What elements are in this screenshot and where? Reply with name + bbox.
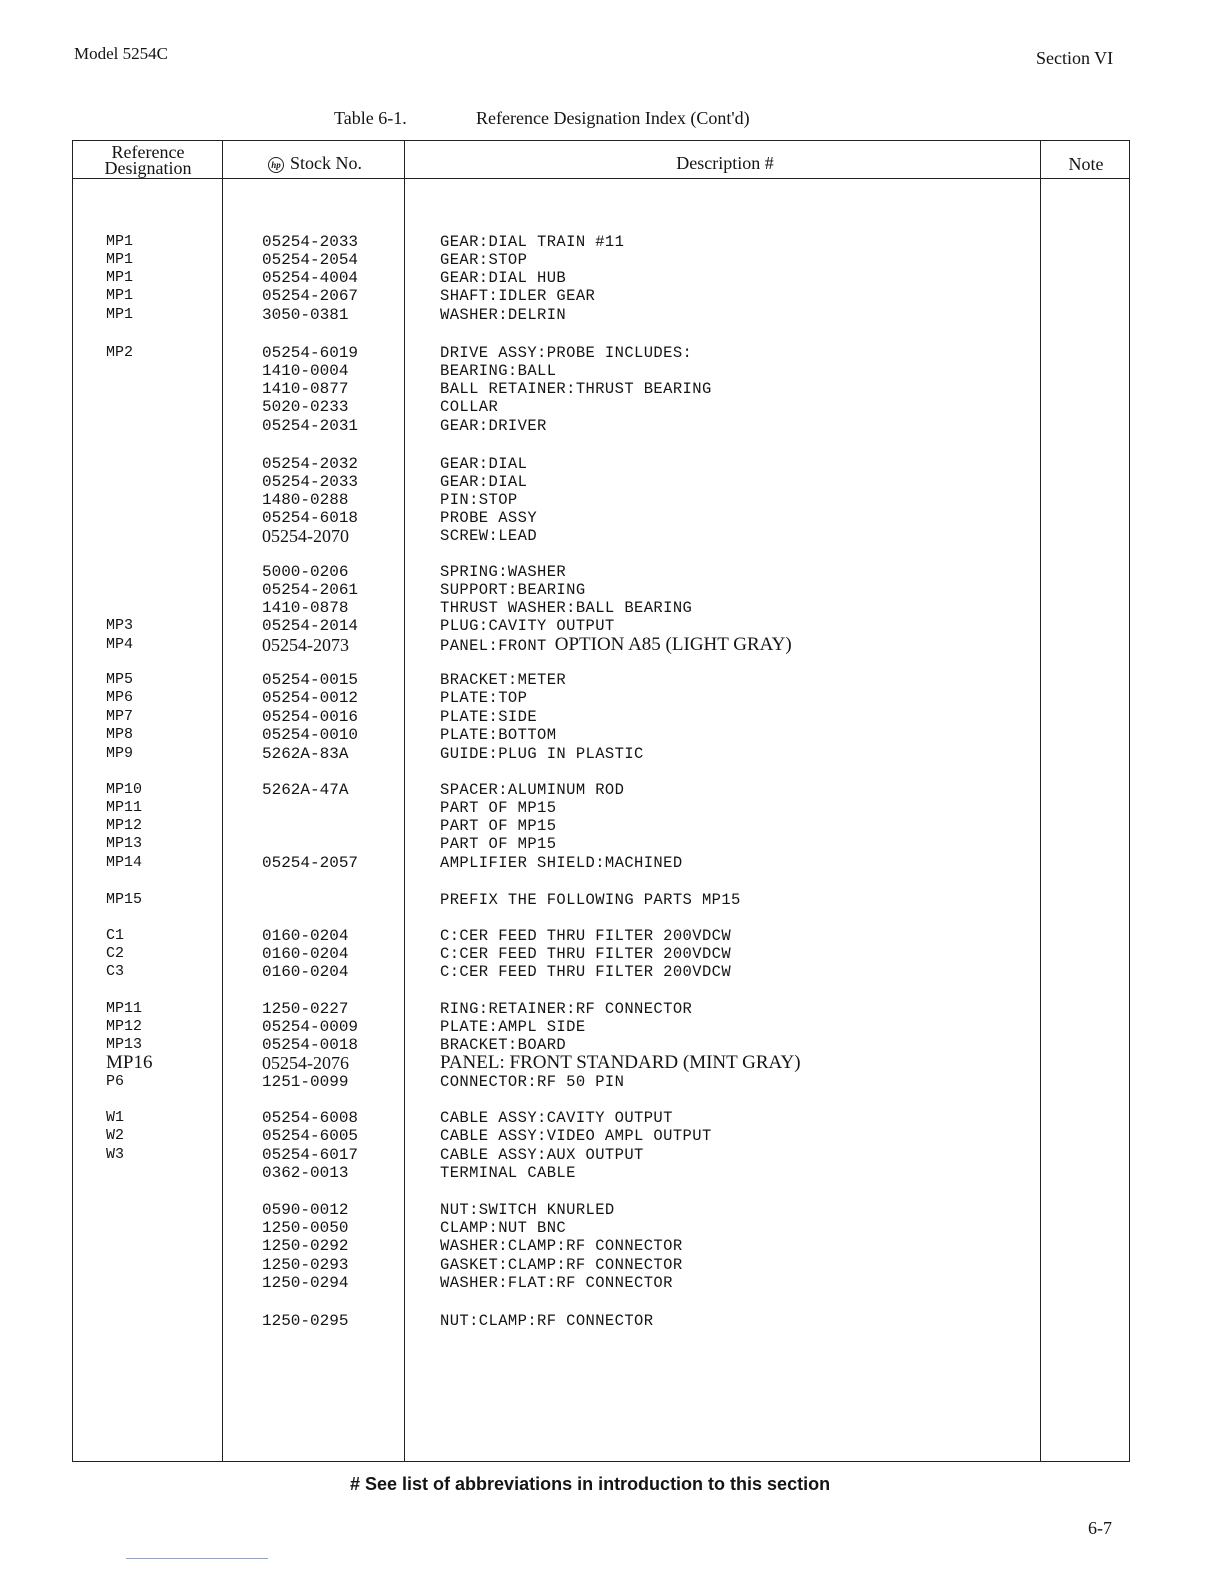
part-description — [440, 1274, 673, 1292]
part-description — [440, 1237, 683, 1255]
stock-number: 05254-0018 — [262, 1036, 359, 1054]
stock-number: 05254-6017 — [262, 1146, 359, 1164]
part-description-text: GEAR:DIAL — [440, 455, 528, 473]
ref-designation: MP6 — [106, 689, 134, 706]
ref-designation: MP11 — [106, 1000, 143, 1017]
header-divider — [72, 178, 1130, 179]
part-description-text: GEAR:STOP — [440, 251, 528, 269]
part-description-text: PLATE:TOP — [440, 689, 528, 707]
part-description — [440, 306, 566, 324]
stock-number: 0160-0204 — [262, 945, 349, 963]
part-description-text: PLUG:CAVITY OUTPUT — [440, 617, 615, 635]
part-description-text: THRUST WASHER:BALL BEARING — [440, 599, 693, 617]
part-description — [440, 287, 595, 305]
part-description — [440, 708, 537, 726]
stock-number: 05254-2054 — [262, 251, 359, 269]
stock-number: 5262A-83A — [262, 745, 349, 763]
column-divider — [404, 140, 405, 1462]
ref-designation: W2 — [106, 1127, 125, 1144]
part-description-text: SPACER:ALUMINUM ROD — [440, 781, 625, 799]
ref-designation: MP12 — [106, 1018, 143, 1035]
part-description — [440, 1312, 653, 1330]
part-description — [440, 509, 537, 527]
ref-designation: C3 — [106, 963, 125, 980]
part-description — [440, 269, 566, 287]
stock-number: 05254-2014 — [262, 617, 359, 635]
part-description — [440, 417, 547, 435]
column-header-reference-line2: Designation — [104, 158, 192, 178]
column-header-note: Note — [1068, 154, 1104, 174]
part-description — [440, 817, 556, 835]
stock-number: 1250-0292 — [262, 1237, 349, 1255]
part-description — [440, 1219, 566, 1237]
part-description — [440, 617, 615, 635]
part-description-text: GEAR:DIAL — [440, 473, 528, 491]
column-header-reference — [76, 144, 220, 176]
part-description-extra: OPTION A85 (LIGHT GRAY) — [554, 634, 792, 655]
part-description-text: GASKET:CLAMP:RF CONNECTOR — [440, 1256, 683, 1274]
part-description — [440, 1256, 683, 1274]
stock-number: 05254-0016 — [262, 708, 359, 726]
header-model: Model 5254C — [74, 44, 168, 63]
stock-number: 5262A-47A — [262, 781, 349, 799]
part-description-text: PLATE:BOTTOM — [440, 726, 557, 744]
part-description-text: WASHER:CLAMP:RF CONNECTOR — [440, 1237, 683, 1255]
ref-designation: MP14 — [106, 854, 143, 871]
stock-number: 05254-0010 — [262, 726, 359, 744]
stock-number: 05254-2032 — [262, 455, 359, 473]
part-description — [440, 251, 527, 269]
ref-designation: MP8 — [106, 726, 134, 743]
part-description — [440, 491, 518, 509]
part-description — [440, 799, 556, 817]
stock-number: 1480-0288 — [262, 491, 349, 509]
part-description-text: DRIVE ASSY:PROBE INCLUDES: — [440, 344, 693, 362]
part-description-text: GUIDE:PLUG IN PLASTIC — [440, 745, 644, 763]
part-description-text: SUPPORT:BEARING — [440, 581, 586, 599]
part-description-text: SCREW:LEAD — [440, 527, 538, 545]
column-divider — [1040, 140, 1041, 1462]
part-description — [440, 636, 792, 655]
column-header-stock-label: Stock No. — [290, 153, 362, 173]
stock-number: 05254-2070 — [262, 526, 349, 546]
part-description-text: GEAR:DIAL TRAIN #11 — [440, 233, 625, 251]
stock-number: 05254-2031 — [262, 417, 359, 435]
stock-number: 05254-2033 — [262, 233, 359, 251]
part-description — [440, 380, 712, 398]
stock-number: 1250-0295 — [262, 1312, 349, 1330]
ref-designation: W1 — [106, 1109, 125, 1126]
page-number: 6-7 — [1088, 1518, 1112, 1538]
stock-number: 1250-0294 — [262, 1274, 349, 1292]
ref-designation: MP16 — [106, 1052, 153, 1073]
part-description-text: SPRING:WASHER — [440, 563, 567, 581]
part-description — [440, 1201, 615, 1219]
stock-number: 0362-0013 — [262, 1164, 349, 1182]
ref-designation: MP1 — [106, 287, 134, 304]
ref-designation: MP15 — [106, 891, 143, 908]
ref-designation: MP7 — [106, 708, 134, 725]
part-description-text: PANEL:FRONT — [440, 637, 547, 655]
column-header-reference-line1: Reference — [111, 142, 185, 162]
part-description-text: CABLE ASSY:CAVITY OUTPUT — [440, 1109, 673, 1127]
stock-number: 5000-0206 — [262, 563, 349, 581]
stock-number: 05254-2061 — [262, 581, 359, 599]
column-header-description: Description # — [676, 153, 774, 173]
part-description-text: BALL RETAINER:THRUST BEARING — [440, 380, 712, 398]
part-description — [440, 689, 527, 707]
part-description-text: WASHER:FLAT:RF CONNECTOR — [440, 1274, 673, 1292]
part-description — [440, 1127, 712, 1145]
stock-number: 1410-0004 — [262, 362, 349, 380]
part-description — [440, 362, 556, 380]
part-description — [440, 891, 741, 909]
part-description — [440, 1054, 801, 1072]
stock-number: 0160-0204 — [262, 927, 349, 945]
footnote: # See list of abbreviations in introduction to this section — [350, 1474, 831, 1494]
part-description — [440, 473, 527, 491]
part-description-text: C:CER FEED THRU FILTER 200VDCW — [440, 927, 732, 945]
part-description-text: RING:RETAINER:RF CONNECTOR — [440, 1000, 693, 1018]
part-description — [440, 527, 537, 545]
part-description-text: BRACKET:BOARD — [440, 1036, 567, 1054]
ref-designation: MP4 — [106, 636, 134, 653]
part-description — [440, 581, 586, 599]
stock-number: 05254-6005 — [262, 1127, 359, 1145]
stock-number: 05254-6019 — [262, 344, 359, 362]
part-description — [440, 726, 556, 744]
stock-number: 3050-0381 — [262, 306, 349, 324]
part-description-text: CABLE ASSY:VIDEO AMPL OUTPUT — [440, 1127, 712, 1145]
part-description — [440, 671, 566, 689]
part-description — [440, 1000, 692, 1018]
stock-number: 0590-0012 — [262, 1201, 349, 1219]
stock-number: 1410-0878 — [262, 599, 349, 617]
ref-designation: MP5 — [106, 671, 134, 688]
part-description-text: CONNECTOR:RF 50 PIN — [440, 1073, 625, 1091]
part-description — [440, 927, 731, 945]
ref-designation: MP9 — [106, 745, 134, 762]
ref-designation: MP1 — [106, 269, 134, 286]
stock-number: 05254-2076 — [262, 1053, 349, 1073]
part-description — [440, 1073, 624, 1091]
part-description — [440, 398, 498, 416]
part-description-text: PART OF MP15 — [440, 817, 557, 835]
stock-number: 5020-0233 — [262, 398, 349, 416]
stock-number: 05254-6008 — [262, 1109, 359, 1127]
column-divider — [222, 140, 223, 1462]
ref-designation: MP12 — [106, 817, 143, 834]
part-description-text: WASHER:DELRIN — [440, 306, 567, 324]
header-section: Section VI — [1036, 48, 1114, 68]
part-description-text: CLAMP:NUT BNC — [440, 1219, 567, 1237]
ref-designation: MP3 — [106, 617, 134, 634]
part-description-text: BRACKET:METER — [440, 671, 567, 689]
part-description — [440, 599, 692, 617]
ref-designation: MP1 — [106, 306, 134, 323]
stock-number: 05254-4004 — [262, 269, 359, 287]
part-description — [440, 854, 683, 872]
part-description-text: COLLAR — [440, 398, 499, 416]
part-description-text: PART OF MP15 — [440, 799, 557, 817]
ref-designation: MP2 — [106, 344, 134, 361]
stock-number: 1251-0099 — [262, 1073, 349, 1091]
ref-designation: P6 — [106, 1073, 125, 1090]
part-description-text: PIN:STOP — [440, 491, 518, 509]
stock-number: 05254-0015 — [262, 671, 359, 689]
stock-number: 05254-2067 — [262, 287, 359, 305]
part-description-text: GEAR:DRIVER — [440, 417, 547, 435]
part-description — [440, 233, 624, 251]
stock-number: 05254-2057 — [262, 854, 359, 872]
part-description-text: PLATE:SIDE — [440, 708, 538, 726]
stock-number: 05254-0012 — [262, 689, 359, 707]
column-header-stock — [230, 154, 400, 173]
part-description-text: AMPLIFIER SHIELD:MACHINED — [440, 854, 683, 872]
part-description-text: PANEL: FRONT STANDARD (MINT GRAY) — [440, 1052, 801, 1073]
stock-number: 0160-0204 — [262, 963, 349, 981]
part-description — [440, 963, 731, 981]
part-description-text: TERMINAL CABLE — [440, 1164, 576, 1182]
stock-number: 1410-0877 — [262, 380, 349, 398]
table-title: Reference Designation Index (Cont'd) — [476, 108, 750, 128]
stock-number: 1250-0293 — [262, 1256, 349, 1274]
part-description — [440, 1109, 673, 1127]
stock-number: 1250-0227 — [262, 1000, 349, 1018]
stock-number: 05254-6018 — [262, 509, 359, 527]
hp-logo-icon: hp — [268, 157, 284, 173]
part-description-text: PROBE ASSY — [440, 509, 538, 527]
part-description — [440, 745, 644, 763]
part-description — [440, 835, 556, 853]
stock-number: 05254-2033 — [262, 473, 359, 491]
stock-number: 1250-0050 — [262, 1219, 349, 1237]
ref-designation: MP13 — [106, 1036, 143, 1053]
part-description — [440, 945, 731, 963]
part-description-text: C:CER FEED THRU FILTER 200VDCW — [440, 963, 732, 981]
ref-designation: W3 — [106, 1146, 125, 1163]
part-description-text: BEARING:BALL — [440, 362, 557, 380]
part-description — [440, 781, 624, 799]
part-description — [440, 1018, 586, 1036]
part-description-text: CABLE ASSY:AUX OUTPUT — [440, 1146, 644, 1164]
part-description — [440, 1164, 576, 1182]
part-description-text: NUT:SWITCH KNURLED — [440, 1201, 615, 1219]
ref-designation: MP1 — [106, 233, 134, 250]
ref-designation: MP1 — [106, 251, 134, 268]
part-description — [440, 344, 692, 362]
ref-designation: MP10 — [106, 781, 143, 798]
ref-designation: MP13 — [106, 835, 143, 852]
ref-designation: C2 — [106, 945, 125, 962]
part-description-text: C:CER FEED THRU FILTER 200VDCW — [440, 945, 732, 963]
part-description — [440, 1146, 644, 1164]
part-description-text: PART OF MP15 — [440, 835, 557, 853]
ref-designation: C1 — [106, 927, 125, 944]
ref-designation: MP11 — [106, 799, 143, 816]
stock-number: 05254-2073 — [262, 635, 349, 655]
stock-number: 05254-0009 — [262, 1018, 359, 1036]
part-description-text: SHAFT:IDLER GEAR — [440, 287, 596, 305]
decorative-line — [126, 1558, 268, 1559]
part-description-text: GEAR:DIAL HUB — [440, 269, 567, 287]
part-description-text: NUT:CLAMP:RF CONNECTOR — [440, 1312, 654, 1330]
part-description — [440, 563, 566, 581]
part-description-text: PLATE:AMPL SIDE — [440, 1018, 586, 1036]
part-description-text: PREFIX THE FOLLOWING PARTS MP15 — [440, 891, 741, 909]
table-number: Table 6-1. — [334, 108, 407, 128]
part-description — [440, 455, 527, 473]
